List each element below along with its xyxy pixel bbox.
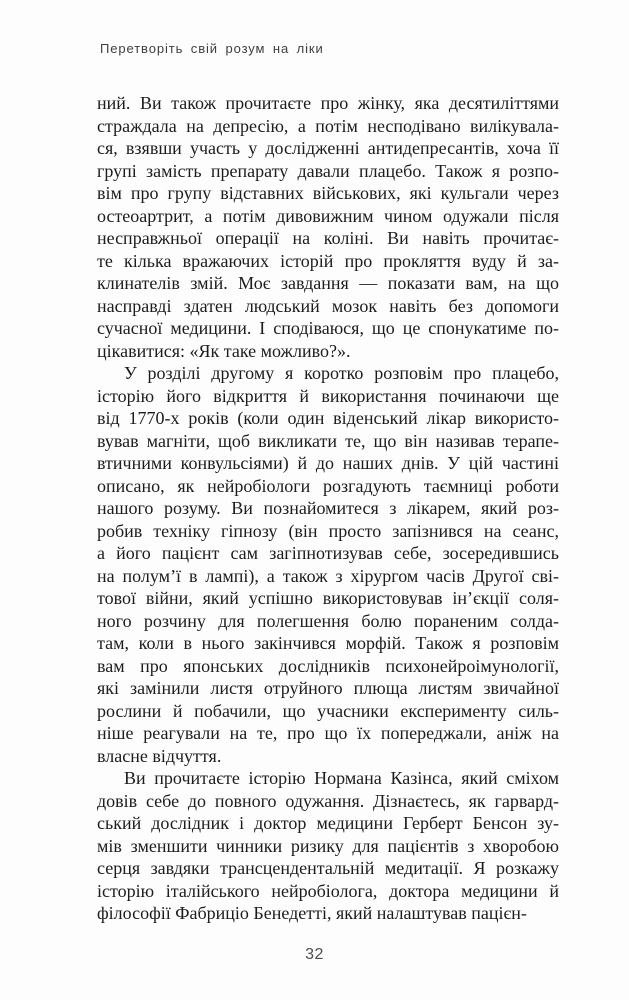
text-line: вував магніти, щоб викликати те, що він називав терапе- [97,430,559,451]
text-line: Ви прочитаєте історію Нормана Казінса, який сміхом [124,768,559,788]
running-head: Перетворіть свій розум на ліки [100,41,324,56]
text-line: вам про японських дослідників психонейроімунології, [97,655,559,676]
paragraph [97,362,559,767]
text-line: власне відчуття. [97,745,222,766]
text-line: від 1770-х років (коли один віденський лікар використо- [97,408,559,428]
text-line: описано, як нейробіологи розгадують таємниці роботи [97,475,559,496]
text-line: У розділі другому я коротко розповім про плацебо, [124,363,559,383]
text-line: серця завдяки трансцендентальній медитації. Я розкажу [97,858,559,878]
text-line: клинателів змій. Моє завдання — показати вам, на що [97,273,559,293]
page-number: 32 [305,946,324,963]
text-line: насправді здатен людський мозок навіть без допомоги [97,295,559,316]
text-line: сучасної медицини. І сподіваюся, що це спонукатиме по- [97,318,559,338]
text-line: на полум’ї в лампі), а також з хірургом часів Другої сві- [97,565,559,586]
body-text [97,92,559,925]
text-line: мів зменшити чинники ризику для пацієнтів з хворобою [97,835,559,856]
text-line: втичними конвульсіями) й до наших днів. У цій частині [97,453,559,473]
text-line: вім про групу відставних військових, які кульгали через [97,183,559,203]
text-line: групі замість препарату давали плацебо. Також я розпо- [97,160,559,181]
text-line: ний. Ви також прочитаєте про жінку, яка десятиліттями [97,93,559,113]
text-line: те кілька вражаючих історій про прокляття вуду й за- [97,250,559,271]
text-line: які замінили листя отруйного плюща листям звичайної [97,678,559,698]
text-line: там, коли в нього закінчився морфій. Також я розповім [97,633,559,653]
text-line: нашого розуму. Ви познайомитеся з лікарем, який роз- [97,498,559,518]
paragraph [97,92,559,362]
text-line: ся, взявши участь у дослідженні антидепресантів, хоча її [97,138,559,158]
text-line: філософії Фабриціо Бенедетті, який налаштував пацієн- [97,903,527,923]
text-line: робив техніку гіпнозу (він просто запізнився на сеанс, [97,520,559,541]
text-line: ніше реагували на те, про що їх попереджали, аніж на [97,723,559,743]
text-line: цікавитися: «Як таке можливо?». [97,340,351,361]
text-line: ський дослідник і доктор медицини Герберт Бенсон зу- [97,813,559,833]
text-line: несправжньої операції на коліні. Ви навіть прочитає- [97,228,559,248]
text-line: довів себе до повного одужання. Дізнаєтесь, як гарвард- [97,790,559,811]
text-line: історію його відкриття й використання починаючи ще [97,385,559,406]
paragraph [97,767,559,925]
text-line: історію італійського нейробіолога, доктора медицини й [97,880,559,901]
text-line: страждала на депресію, а потім несподівано вилікувала- [97,115,559,136]
text-line: ного розчину для полегшення болю пораненим солда- [97,610,559,631]
text-line: тової війни, який успішно використовував ін’єкції соля- [97,588,559,608]
text-line: остеоартрит, а потім дивовижним чином одужали після [97,205,559,226]
text-line: рослини й побачили, що учасники експерименту силь- [97,700,559,721]
text-line: а його пацієнт сам загіпнотизував себе, зосередившись [97,543,559,563]
